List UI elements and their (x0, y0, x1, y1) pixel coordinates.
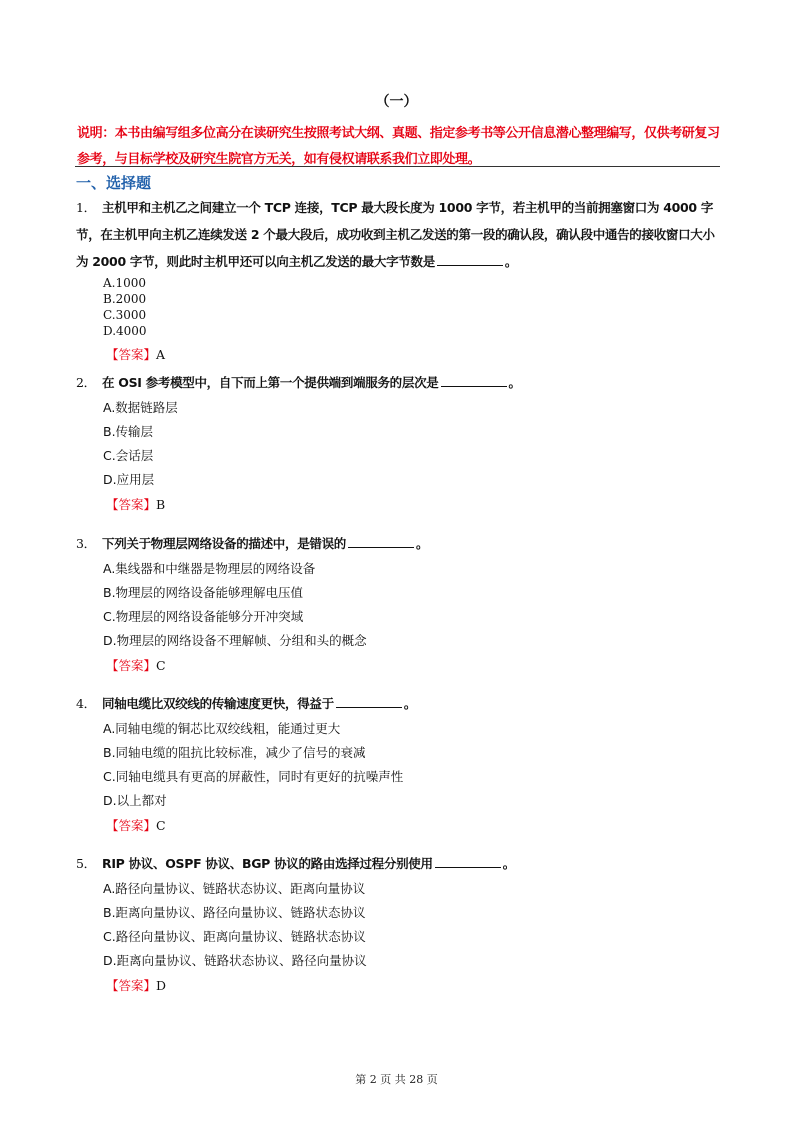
question-2 (76, 369, 722, 518)
option-b: B.传输层 (103, 424, 154, 439)
option-a: A.数据链路层 (103, 400, 178, 415)
answer-label: 【答案】 (106, 818, 157, 833)
answer-value: A (156, 347, 166, 362)
answer-value: C (156, 818, 166, 833)
option-d: D.距离向量协议、链路状态协议、路径向量协议 (103, 953, 367, 968)
option-d: D.4000 (103, 324, 147, 338)
answer-blank (435, 854, 501, 868)
answer-line (106, 973, 722, 999)
answer-value: B (156, 497, 166, 512)
answer-value: D (156, 978, 167, 993)
page-footer: 第 2 页 共 28 页 (355, 1073, 438, 1086)
answer-blank (437, 252, 503, 266)
option-b: B.2000 (103, 292, 147, 306)
answer-line (106, 813, 722, 839)
stem-end: 。 (508, 375, 521, 390)
question-text: 同轴电缆比双绞线的传输速度更快，得益于 (102, 696, 334, 711)
option-c: C.路径向量协议、距离向量协议、链路状态协议 (103, 929, 366, 944)
answer-label: 【答案】 (106, 497, 157, 512)
question-text: RIP 协议、OSPF 协议、BGP 协议的路由选择过程分别使用 (102, 856, 433, 871)
answer-blank (336, 694, 402, 708)
answer-line (106, 342, 722, 368)
section-heading: 一、选择题 (76, 174, 152, 192)
answer-label: 【答案】 (106, 978, 157, 993)
question-text: 在 OSI 参考模型中，自下而上第一个提供端到端服务的层次是 (102, 375, 439, 390)
answer-value: C (156, 658, 166, 673)
question-number: 5． (76, 856, 96, 871)
option-d: D.物理层的网络设备不理解帧、分组和头的概念 (103, 633, 367, 648)
answer-label: 【答案】 (106, 347, 157, 362)
question-stem (76, 530, 722, 557)
option-a: A.路径向量协议、链路状态协议、距离向量协议 (103, 881, 366, 896)
stem-end: 。 (504, 254, 518, 269)
stem-end: 。 (416, 536, 429, 551)
question-1 (76, 194, 722, 368)
answer-line (106, 492, 722, 518)
option-b: B.同轴电缆的阻抗比较标准，减少了信号的衰减 (103, 745, 366, 760)
question-text: 主机甲和主机乙之间建立一个 TCP 连接，TCP 最大段长度为 1000 字节，若主机甲的当前拥塞窗口为 4000 字节，在主机甲向主机乙连续发送 2 个最大段后，成功收到主机乙发送的第一段的确认段，确认段中通告的接收窗口大小为 2000 字节，则此时主机甲还可以向主机乙发送的最大字节数是 (76, 200, 715, 269)
question-stem (76, 194, 722, 275)
question-stem (76, 690, 722, 717)
question-text: 下列关于物理层网络设备的描述中，是错误的 (102, 536, 347, 551)
question-3 (76, 530, 722, 679)
option-d: D.以上都对 (103, 793, 167, 808)
option-c: C.3000 (103, 308, 147, 322)
stem-end: 。 (403, 696, 417, 711)
option-c: C.物理层的网络设备能够分开冲突域 (103, 609, 304, 624)
answer-line (106, 653, 722, 679)
question-number: 4． (76, 696, 96, 711)
notice-text: 说明：本书由编写组多位高分在读研究生按照考试大纲、真题、指定参考书等公开信息潜心整理编写，仅供考研复习参考，与目标学校及研究生院官方无关，如有侵权请联系我们立即处理。 (77, 126, 720, 167)
option-d: D.应用层 (103, 472, 155, 487)
option-a: A.集线器和中继器是物理层的网络设备 (103, 561, 316, 576)
option-a: A.同轴电缆的铜芯比双绞线粗，能通过更大 (103, 721, 341, 736)
option-c: C.会话层 (103, 448, 154, 463)
question-stem (76, 369, 722, 396)
answer-label: 【答案】 (106, 658, 157, 673)
page-title: （一） (375, 94, 418, 110)
question-number: 2． (76, 375, 96, 390)
question-stem (76, 850, 722, 877)
answer-blank (348, 534, 414, 548)
option-b: B.物理层的网络设备能够理解电压值 (103, 585, 304, 600)
option-a: A.1000 (103, 276, 147, 290)
option-c: C.同轴电缆具有更高的屏蔽性，同时有更好的抗噪声性 (103, 769, 404, 784)
question-5 (76, 850, 722, 999)
question-number: 3． (76, 536, 96, 551)
answer-blank (441, 373, 507, 387)
option-b: B.距离向量协议、路径向量协议、链路状态协议 (103, 905, 366, 920)
question-4 (76, 690, 722, 839)
divider (75, 166, 720, 167)
stem-end: 。 (502, 856, 515, 871)
question-number: 1． (76, 200, 96, 215)
